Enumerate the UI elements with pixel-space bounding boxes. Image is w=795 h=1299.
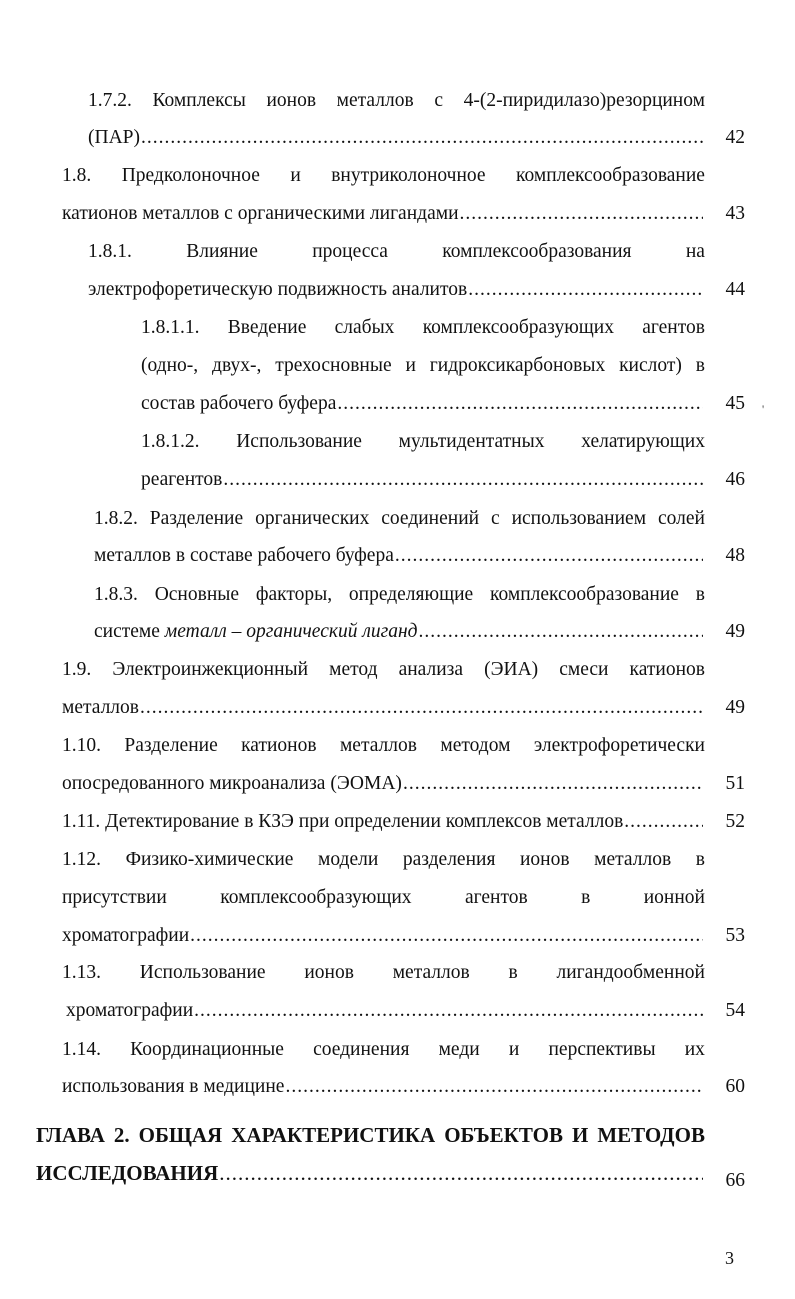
leader-dots xyxy=(468,277,703,303)
toc-entry-1-13-line1 xyxy=(62,960,705,986)
toc-word: кислот) xyxy=(619,355,682,376)
toc-word: с xyxy=(491,508,500,529)
toc-word: метод xyxy=(329,659,378,680)
toc-word: ионов xyxy=(520,849,570,870)
toc-word: двух-, xyxy=(212,355,262,376)
toc-word: ГЛАВА xyxy=(36,1123,105,1147)
toc-word: солей xyxy=(657,508,705,529)
toc-word: 1.8.2. xyxy=(94,508,138,529)
toc-entry-text: опосредованного микроанализа (ЭОМА) xyxy=(62,773,402,794)
toc-word: хелатирующих xyxy=(581,431,705,452)
toc-word: присутствии xyxy=(62,887,167,908)
toc-entry-text: (ПАР) xyxy=(88,127,140,148)
toc-word: 1.7.2. xyxy=(88,90,132,111)
toc-entry-1-8-1-1-line2 xyxy=(141,353,705,379)
toc-word: модели xyxy=(318,849,379,870)
toc-word: агентов xyxy=(642,317,705,338)
toc-page-number: 51 xyxy=(725,773,745,794)
toc-entry-text: 1.11. Детектирование в КЗЭ при определении комплексов металлов xyxy=(62,811,624,832)
toc-word: и xyxy=(405,355,416,376)
toc-word: гидроксикарбоновых xyxy=(429,355,606,376)
toc-page-number: 48 xyxy=(725,545,745,566)
toc-word: ХАРАКТЕРИСТИКА xyxy=(231,1123,436,1147)
toc-entry-text: ИССЛЕДОВАНИЯ xyxy=(36,1161,219,1185)
toc-word: металлов xyxy=(594,849,672,870)
toc-entry-1-7-2-line2 xyxy=(88,125,705,151)
toc-word: факторы, xyxy=(255,584,333,605)
toc-word: их xyxy=(684,1039,705,1060)
leader-dots xyxy=(624,809,703,835)
toc-word: (одно-, xyxy=(141,355,199,376)
toc-word: в xyxy=(695,355,705,376)
toc-word: 1.12. xyxy=(62,849,101,870)
toc-word: соединения xyxy=(313,1039,410,1060)
toc-word: лигандообменной xyxy=(556,962,705,983)
toc-word: ионов xyxy=(266,90,317,111)
toc-word: 1.8.3. xyxy=(94,584,138,605)
toc-page-number: 46 xyxy=(725,469,745,490)
toc-word: органических xyxy=(255,508,370,529)
toc-entry-1-8-1-2-line2 xyxy=(141,467,705,493)
toc-entry-1-10-line2 xyxy=(62,771,705,797)
toc-word: И xyxy=(571,1123,589,1147)
toc-word: 1.8.1. xyxy=(88,241,132,262)
toc-entry-1-9-line1 xyxy=(62,657,705,683)
toc-page-number: 49 xyxy=(725,621,745,642)
toc-word: в xyxy=(508,962,518,983)
toc-page-number: 54 xyxy=(725,1000,745,1021)
toc-word: и xyxy=(508,1039,520,1060)
toc-word: Разделение xyxy=(149,508,244,529)
toc-entry-text: реагентов xyxy=(141,469,223,490)
toc-page-number: 53 xyxy=(725,925,745,946)
toc-word: использованием xyxy=(511,508,647,529)
toc-entry-1-7-2-line1 xyxy=(88,88,705,114)
toc-word: 1.8.1.2. xyxy=(141,431,200,452)
toc-word: комплексообразование xyxy=(516,165,705,186)
toc-word: 1.13. xyxy=(62,962,101,983)
leader-dots xyxy=(337,391,703,417)
toc-word: Использование xyxy=(236,431,362,452)
toc-entry-1-8-1-line2 xyxy=(88,277,705,303)
toc-entry-1-8-1-1-line3 xyxy=(141,391,705,417)
toc-word: 4-(2-пиридилазо)резорцином xyxy=(463,90,705,111)
toc-word: перспективы xyxy=(548,1039,656,1060)
toc-entry-text: использования в медицине xyxy=(62,1076,285,1097)
toc-word: металлов xyxy=(392,962,470,983)
toc-word: определяющие xyxy=(348,584,474,605)
toc-word: ионов xyxy=(304,962,354,983)
toc-entry-1-9-line2 xyxy=(62,695,705,721)
toc-entry-1-8-3-line2 xyxy=(94,619,705,645)
toc-word: электрофоретически xyxy=(533,735,705,756)
toc-word: на xyxy=(685,241,705,262)
toc-page-number: 49 xyxy=(725,697,745,718)
toc-word: Влияние xyxy=(186,241,258,262)
toc-word: в xyxy=(695,584,705,605)
toc-word: 1.10. xyxy=(62,735,101,756)
toc-word: Электроинжекционный xyxy=(112,659,309,680)
toc-word: 1.8. xyxy=(62,165,92,186)
toc-chapter-2-line2 xyxy=(36,1160,705,1186)
toc-word: Комплексы xyxy=(152,90,246,111)
toc-page-number: 44 xyxy=(725,279,745,300)
toc-word: ионной xyxy=(643,887,705,908)
toc-entry-1-8-2-line2 xyxy=(94,543,705,569)
toc-word: катионов xyxy=(629,659,705,680)
toc-page-number: 52 xyxy=(725,811,745,832)
toc-word: комплексообразование xyxy=(490,584,679,605)
toc-entry-1-11 xyxy=(62,809,705,835)
toc-page-number: 66 xyxy=(725,1170,745,1191)
toc-word: анализа xyxy=(398,659,464,680)
toc-word: агентов xyxy=(464,887,528,908)
toc-entry-1-8-1-line1 xyxy=(88,239,705,265)
leader-dots xyxy=(140,695,703,721)
toc-word: ОБЩАЯ xyxy=(138,1123,223,1147)
toc-word: трехосновные xyxy=(275,355,392,376)
toc-word: комплексообразующих xyxy=(220,887,412,908)
toc-word: металлов xyxy=(336,90,414,111)
toc-word: катионов xyxy=(241,735,317,756)
toc-word: (ЭИА) xyxy=(484,659,539,680)
toc-entry-text: электрофоретическую подвижность аналитов xyxy=(88,279,468,300)
stray-mark: ' xyxy=(762,402,765,416)
leader-dots xyxy=(141,125,703,151)
toc-entry-text-italic: металл – органический лиганд xyxy=(164,621,418,642)
toc-word: в xyxy=(695,849,705,870)
toc-word: Использование xyxy=(139,962,266,983)
toc-word: процесса xyxy=(312,241,388,262)
leader-dots xyxy=(190,923,703,949)
toc-entry-1-8-1-2-line1 xyxy=(141,429,705,455)
toc-word: 1.8.1.1. xyxy=(141,317,200,338)
toc-word: в xyxy=(581,887,591,908)
toc-entry-1-12-line2 xyxy=(62,885,705,911)
toc-entry-1-12-line3 xyxy=(62,923,705,949)
toc-entry-text: металлов xyxy=(62,697,140,718)
toc-word: Физико-химические xyxy=(125,849,294,870)
toc-entry-text: металлов в составе рабочего буфера xyxy=(94,545,394,566)
toc-word: меди xyxy=(438,1039,480,1060)
toc-word: внутриколоночное xyxy=(331,165,486,186)
toc-entry-text: катионов металлов с органическими лигандами xyxy=(62,203,459,224)
toc-word: разделения xyxy=(402,849,496,870)
toc-word: методом xyxy=(440,735,511,756)
toc-word: 1.9. xyxy=(62,659,92,680)
leader-dots xyxy=(419,619,704,645)
leader-dots xyxy=(460,201,703,227)
toc-entry-text xyxy=(94,619,418,645)
toc-word: МЕТОДОВ xyxy=(597,1123,705,1147)
toc-word: Предколоночное xyxy=(121,165,260,186)
toc-word: 1.14. xyxy=(62,1039,101,1060)
toc-word: Основные xyxy=(154,584,240,605)
leader-dots xyxy=(403,771,703,797)
toc-word: Введение xyxy=(227,317,307,338)
toc-word: с xyxy=(434,90,443,111)
leader-dots xyxy=(395,543,703,569)
toc-page-number: 60 xyxy=(725,1076,745,1097)
toc-entry-1-8-2-line1 xyxy=(94,506,705,532)
toc-word: 2. xyxy=(113,1123,130,1147)
toc-entry-text: хроматографии xyxy=(62,925,190,946)
toc-page-number: 42 xyxy=(725,127,745,148)
toc-entry-1-8-line1 xyxy=(62,163,705,189)
toc-entry-1-8-1-1-line1 xyxy=(141,315,705,341)
toc-word: мультидентатных xyxy=(398,431,545,452)
leader-dots xyxy=(223,467,703,493)
toc-word: соединений xyxy=(381,508,480,529)
toc-entry-1-8-line2 xyxy=(62,201,705,227)
toc-word: металлов xyxy=(339,735,417,756)
toc-entry-text-plain: системе xyxy=(94,621,165,642)
toc-entry-1-12-line1 xyxy=(62,847,705,873)
toc-entry-1-14-line1 xyxy=(62,1037,705,1063)
toc-word: ОБЪЕКТОВ xyxy=(444,1123,563,1147)
toc-chapter-2-line1 xyxy=(36,1122,705,1148)
toc-page-number: 43 xyxy=(725,203,745,224)
toc-entry-1-13-line2 xyxy=(66,998,705,1024)
toc-word: комплексообразующих xyxy=(422,317,614,338)
toc-word: комплексообразования xyxy=(442,241,632,262)
leader-dots xyxy=(285,1074,703,1100)
toc-word: Координационные xyxy=(130,1039,284,1060)
toc-entry-text: хроматографии xyxy=(66,1000,194,1021)
toc-word: Разделение xyxy=(124,735,218,756)
toc-entry-1-8-3-line1 xyxy=(94,582,705,608)
toc-word: слабых xyxy=(334,317,395,338)
toc-word: смеси xyxy=(559,659,609,680)
leader-dots xyxy=(219,1160,703,1186)
toc-page-number: 45 xyxy=(725,393,745,414)
toc-entry-text: состав рабочего буфера xyxy=(141,393,337,414)
page-number: 3 xyxy=(725,1248,734,1268)
toc-entry-1-14-line2 xyxy=(62,1074,705,1100)
leader-dots xyxy=(194,998,703,1024)
toc-word: и xyxy=(290,165,301,186)
toc-entry-1-10-line1 xyxy=(62,733,705,759)
